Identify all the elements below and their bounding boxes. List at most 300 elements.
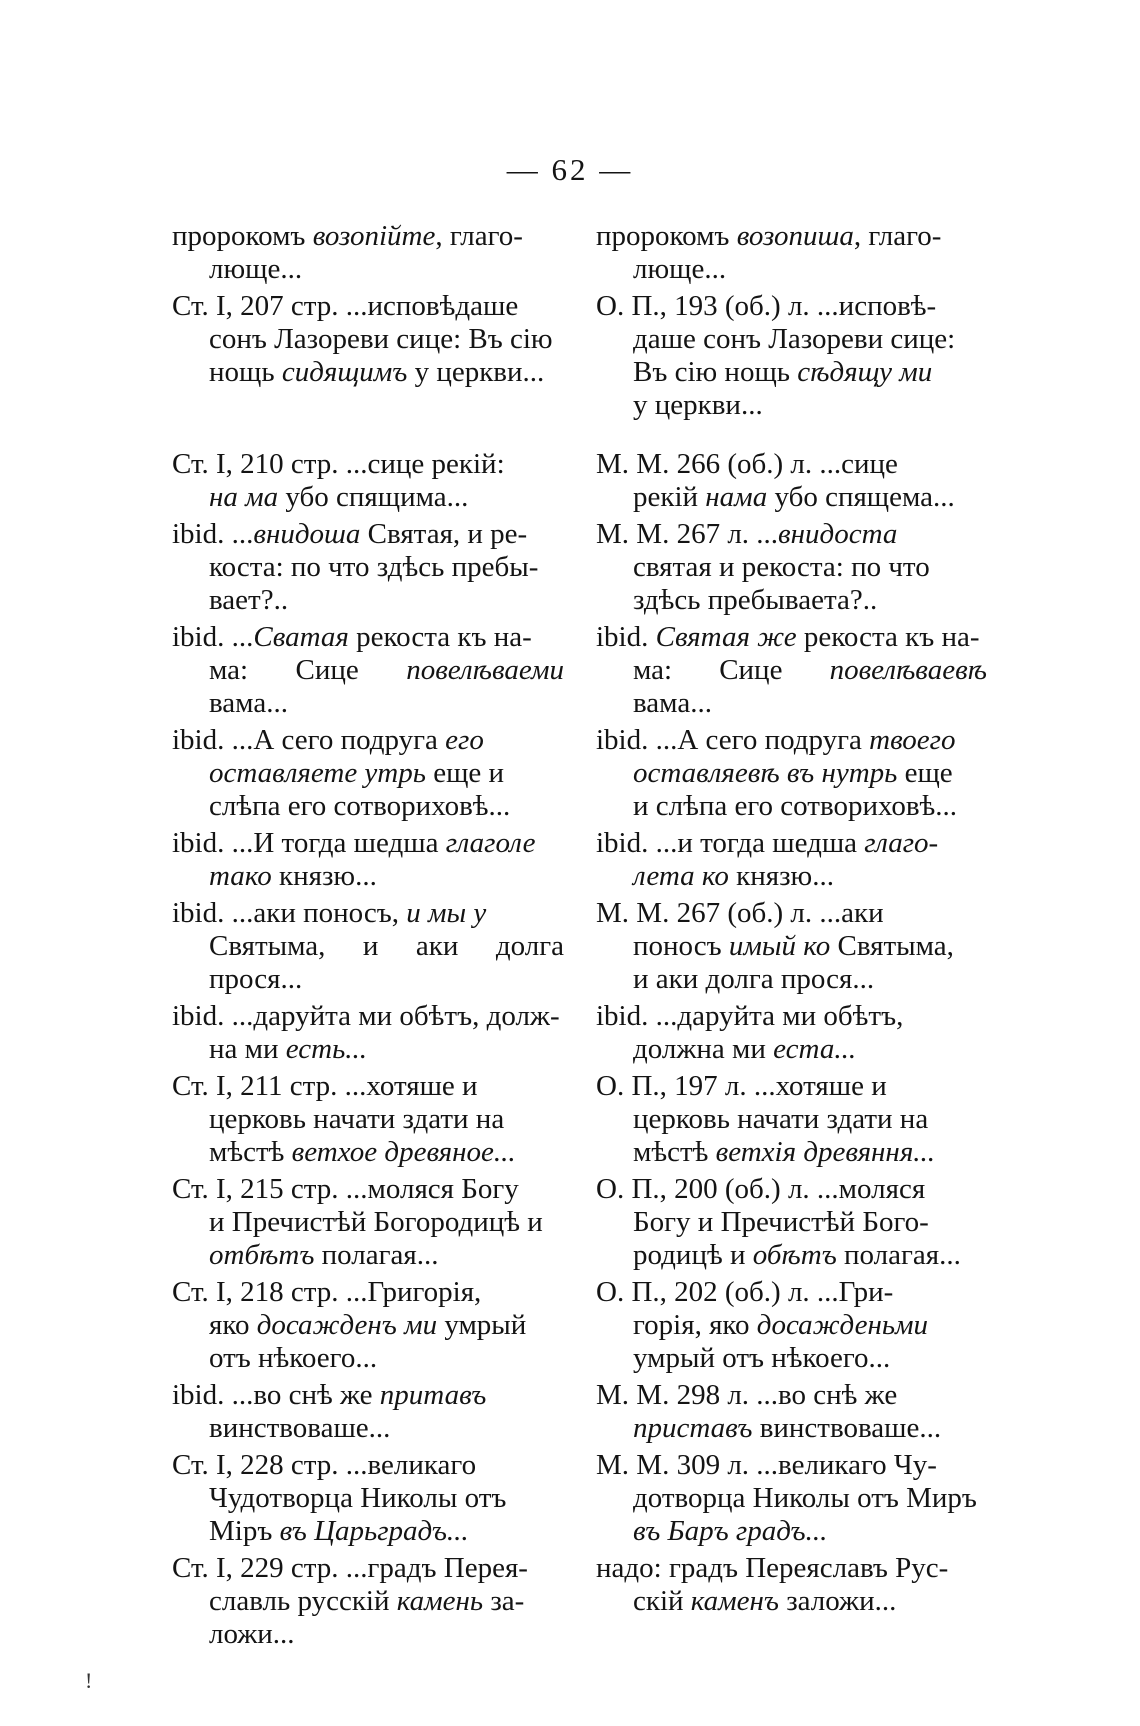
entry-line: [172, 757, 564, 790]
text-segment: вама...: [209, 687, 288, 719]
entry-text: [172, 1449, 564, 1548]
entry-text: [596, 724, 987, 823]
entry-text: [172, 897, 564, 996]
right-column-entry: [596, 1070, 987, 1173]
entry-line: [596, 1342, 987, 1375]
entry-text: [172, 827, 564, 893]
text-segment: убо спящема...: [767, 481, 955, 513]
text-segment: люще...: [209, 253, 303, 285]
italic-variant: твоего: [869, 724, 956, 756]
left-column-entry: [172, 1379, 564, 1449]
text-segment: О. П., 202 (об.) л. ...Гри-: [596, 1276, 894, 1308]
spacer-cell: [564, 426, 596, 448]
text-segment: ibid. ...: [172, 621, 254, 653]
table-row: [172, 621, 987, 724]
text-segment: коста: по что здѣсь пребы-: [209, 551, 539, 583]
text-segment: М. М. 309 л. ...великаго Чу-: [596, 1449, 937, 1481]
text-segment: у церкви...: [633, 389, 763, 421]
italic-variant: оставляевѣ въ нутрь: [633, 757, 898, 789]
text-segment: церковь начати здати на: [633, 1103, 929, 1135]
entry-text: [172, 1276, 564, 1375]
page-number: — 62 —: [506, 152, 634, 187]
table-row: [172, 1276, 987, 1379]
text-segment: даше сонъ Лазореви сице:: [633, 323, 956, 355]
text-segment: Ст. I, 210 стр. ...сице рекій:: [172, 448, 505, 480]
column-gap: [564, 1173, 596, 1276]
text-segment: рекоста къ на-: [348, 621, 532, 653]
entry-line: [596, 448, 987, 481]
entry-line: [596, 253, 987, 286]
entry-line: [596, 220, 987, 253]
column-gap: [564, 1070, 596, 1173]
text-segment: О. П., 193 (об.) л. ...исповѣ-: [596, 290, 937, 322]
entry-line: [596, 290, 987, 323]
text-segment: ibid.: [596, 621, 656, 653]
text-segment: ibid. ...А сего подруга: [596, 724, 870, 756]
italic-variant: лета ко: [633, 860, 729, 892]
italic-variant: внидоша: [253, 518, 361, 550]
table-row: [172, 290, 987, 426]
margin-mark: !: [85, 1668, 93, 1693]
text-segment: вает?..: [209, 584, 289, 616]
text-segment: умрый: [437, 1309, 527, 1341]
text-segment: князю...: [728, 860, 834, 892]
entry-line: [596, 654, 987, 720]
column-gap: [564, 1000, 596, 1070]
text-segment: ibid. ...и тогда шедша: [596, 827, 865, 859]
entry-line: [172, 1136, 564, 1169]
column-gap: [564, 220, 596, 290]
column-gap: [564, 897, 596, 1000]
right-column-entry: [596, 220, 987, 290]
left-column-entry: [172, 897, 564, 1000]
table-row: [172, 220, 987, 290]
entry-text: [172, 220, 564, 286]
left-column-entry: [172, 448, 564, 518]
text-segment: О. П., 197 л. ...хотяше и: [596, 1070, 887, 1102]
italic-variant: приставъ: [633, 1412, 753, 1444]
italic-variant: повелѣваевѣ: [829, 654, 987, 686]
left-column-entry: [172, 518, 564, 621]
text-segment: должна ми: [633, 1033, 774, 1065]
column-gap: [564, 518, 596, 621]
entry-line: [172, 654, 564, 720]
entry-line: [172, 481, 564, 514]
entry-line: [172, 551, 564, 584]
italic-variant: имый ко: [728, 930, 831, 962]
entry-line: [172, 1000, 564, 1033]
column-gap: [564, 290, 596, 426]
left-column-entry: [172, 290, 564, 426]
table-row: [172, 1173, 987, 1276]
text-segment: пророкомъ: [596, 220, 737, 252]
text-segment: ibid. ...аки поносъ,: [172, 897, 407, 929]
spacer-cell: [172, 426, 564, 448]
left-column-entry: [172, 1552, 564, 1655]
entry-text: [172, 1000, 564, 1066]
entry-line: [172, 518, 564, 551]
entry-line: [172, 1309, 564, 1342]
text-segment: Богу и Пречистѣй Бого-: [633, 1206, 929, 1238]
italic-variant: на ма: [209, 481, 279, 513]
text-segment: Чудотворца Николы отъ: [209, 1482, 507, 1514]
text-segment: дотворца Николы отъ Миръ: [633, 1482, 977, 1514]
entry-line: [172, 1070, 564, 1103]
table-row: [172, 1379, 987, 1449]
italic-variant: возопійте: [312, 220, 436, 252]
text-segment: М. М. 267 л. ...: [596, 518, 779, 550]
text-segment: родицѣ и: [633, 1239, 753, 1271]
entry-line: [172, 1239, 564, 1272]
left-column-entry: [172, 220, 564, 290]
right-column-entry: [596, 448, 987, 518]
text-segment: Святыма,: [830, 930, 954, 962]
right-column-entry: [596, 724, 987, 827]
entry-line: [596, 1173, 987, 1206]
text-segment: убо спящима...: [278, 481, 469, 513]
table-row: [172, 1449, 987, 1552]
text-segment: вама...: [633, 687, 712, 719]
italic-variant: сидящимъ: [281, 356, 408, 388]
entry-line: [596, 724, 987, 757]
entry-line: [172, 323, 564, 356]
entry-line: [596, 1103, 987, 1136]
entry-line: [172, 448, 564, 481]
entry-line: [596, 790, 987, 823]
text-segment: полагая...: [836, 1239, 961, 1271]
left-column-entry: [172, 1276, 564, 1379]
entry-line: [596, 518, 987, 551]
entry-line: [172, 1276, 564, 1309]
entry-text: [596, 1070, 987, 1169]
entry-text: [596, 621, 987, 720]
text-segment: ibid. ...даруйта ми обѣтъ,: [596, 1000, 904, 1032]
right-column-entry: [596, 621, 987, 724]
text-segment: церковь начати здати на: [209, 1103, 505, 1135]
column-gap: [564, 1552, 596, 1655]
italic-variant: досажденъ ми: [256, 1309, 438, 1341]
entry-line: [596, 356, 987, 389]
entry-text: [172, 1379, 564, 1445]
text-segment: яко: [209, 1309, 257, 1341]
text-segment: М. М. 267 (об.) л. ...аки: [596, 897, 884, 929]
italic-variant: есть...: [285, 1033, 368, 1065]
text-segment: ibid. ...: [172, 518, 254, 550]
text-segment: ibid. ...А сего подруга: [172, 724, 446, 756]
entry-line: [172, 1552, 564, 1585]
entry-line: [172, 1342, 564, 1375]
italic-variant: возопиша: [736, 220, 854, 252]
entry-text: [172, 518, 564, 617]
text-segment: у церкви...: [407, 356, 545, 388]
entry-text: [172, 1552, 564, 1651]
entry-line: [172, 897, 564, 930]
entry-text: [596, 1000, 987, 1066]
text-segment: Ст. I, 218 стр. ...Григорія,: [172, 1276, 482, 1308]
italic-variant: въ Царьградъ...: [279, 1515, 469, 1547]
text-segment: еще и: [425, 757, 505, 789]
entry-line: [172, 1449, 564, 1482]
text-segment: винствоваше...: [752, 1412, 942, 1444]
entry-text: [172, 290, 564, 389]
italic-variant: досажденьми: [756, 1309, 929, 1341]
text-segment: сонъ Лазореви сице: Въ сію: [209, 323, 553, 355]
italic-variant: оставляете утрь: [209, 757, 426, 789]
entry-line: [596, 1515, 987, 1548]
left-column-entry: [172, 724, 564, 827]
entry-line: [596, 389, 987, 422]
left-column-entry: [172, 621, 564, 724]
entry-line: [596, 827, 987, 860]
comparison-table: [172, 220, 987, 1655]
text-segment: еще: [897, 757, 953, 789]
text-segment: Въ сію нощь: [633, 356, 798, 388]
entry-text: [596, 1276, 987, 1375]
entry-line: [172, 724, 564, 757]
entry-line: [596, 897, 987, 930]
text-segment: и Пречистѣй Богородицѣ и: [209, 1206, 543, 1238]
text-segment: ibid. ...даруйта ми обѣтъ, долж-: [172, 1000, 560, 1032]
comparison-rows: [172, 220, 987, 1655]
table-row: [172, 827, 987, 897]
italic-variant: притавъ: [379, 1379, 487, 1411]
entry-text: [596, 827, 987, 893]
right-column-entry: [596, 1173, 987, 1276]
entry-line: [172, 253, 564, 286]
text-segment: , глаго-: [853, 220, 942, 252]
text-segment: ма: Сице: [209, 654, 407, 686]
italic-variant: ветхое древяное...: [291, 1136, 516, 1168]
text-segment: горія, яко: [633, 1309, 757, 1341]
entry-line: [172, 290, 564, 323]
entry-line: [596, 1309, 987, 1342]
table-row: [172, 1070, 987, 1173]
entry-line: [596, 860, 987, 893]
italic-variant: камень: [396, 1585, 484, 1617]
entry-line: [596, 584, 987, 617]
column-gap: [564, 827, 596, 897]
entry-line: [596, 1136, 987, 1169]
entry-line: [596, 323, 987, 356]
text-segment: полагая...: [314, 1239, 439, 1271]
entry-line: [596, 963, 987, 996]
left-column-entry: [172, 1449, 564, 1552]
entry-line: [172, 1412, 564, 1445]
italic-variant: внидоста: [778, 518, 898, 550]
text-segment: Ст. I, 215 стр. ...моляся Богу: [172, 1173, 519, 1205]
row-spacer: [172, 426, 987, 448]
italic-variant: нама: [705, 481, 768, 513]
entry-line: [172, 1482, 564, 1515]
text-segment: рекоста къ на-: [796, 621, 980, 653]
entry-line: [172, 584, 564, 617]
entry-line: [596, 1239, 987, 1272]
text-segment: О. П., 200 (об.) л. ...моляся: [596, 1173, 926, 1205]
entry-line: [172, 827, 564, 860]
entry-text: [172, 1070, 564, 1169]
right-column-entry: [596, 827, 987, 897]
left-column-entry: [172, 827, 564, 897]
text-segment: святая и рекоста: по что: [633, 551, 930, 583]
entry-line: [172, 1103, 564, 1136]
text-segment: , глаго-: [435, 220, 523, 252]
italic-variant: обѣтъ: [752, 1239, 837, 1271]
text-segment: князю...: [271, 860, 377, 892]
text-segment: славль русскій: [209, 1585, 397, 1617]
column-gap: [564, 1449, 596, 1552]
right-column-entry: [596, 1000, 987, 1070]
italic-variant: въ Баръ градъ...: [633, 1515, 828, 1547]
italic-variant: его: [445, 724, 484, 756]
entry-text: [596, 1173, 987, 1272]
entry-line: [172, 1173, 564, 1206]
right-column-entry: [596, 1552, 987, 1655]
text-segment: Ст. I, 207 стр. ...исповѣдаше: [172, 290, 519, 322]
table-row: [172, 518, 987, 621]
entry-text: [596, 897, 987, 996]
entry-line: [596, 1482, 987, 1515]
entry-line: [596, 1412, 987, 1445]
entry-line: [172, 1206, 564, 1239]
text-segment: Ст. I, 228 стр. ...великаго: [172, 1449, 477, 1481]
text-segment: Ст. I, 211 стр. ...хотяше и: [172, 1070, 478, 1102]
entry-line: [596, 1276, 987, 1309]
entry-text: [596, 1552, 987, 1618]
entry-line: [172, 220, 564, 253]
italic-variant: и мы у: [406, 897, 487, 929]
italic-variant: глаго-: [864, 827, 939, 859]
table-row: [172, 1000, 987, 1070]
left-column-entry: [172, 1173, 564, 1276]
text-segment: скій: [633, 1585, 691, 1617]
text-segment: люще...: [633, 253, 727, 285]
text-segment: нощь: [209, 356, 282, 388]
entry-line: [596, 621, 987, 654]
entry-line: [172, 1379, 564, 1412]
entry-line: [596, 1070, 987, 1103]
entry-text: [596, 290, 987, 422]
table-row: [172, 448, 987, 518]
entry-line: [596, 481, 987, 514]
text-segment: поносъ: [633, 930, 729, 962]
entry-text: [596, 518, 987, 617]
entry-line: [596, 1000, 987, 1033]
italic-variant: тако: [209, 860, 272, 892]
text-segment: заложи...: [778, 1585, 897, 1617]
italic-variant: глаголе: [445, 827, 536, 859]
text-segment: М. М. 298 л. ...во снѣ же: [596, 1379, 898, 1411]
right-column-entry: [596, 897, 987, 1000]
entry-line: [596, 1379, 987, 1412]
italic-variant: Сватая: [253, 621, 349, 653]
entry-text: [596, 1449, 987, 1548]
left-column-entry: [172, 1070, 564, 1173]
entry-line: [172, 621, 564, 654]
right-column-entry: [596, 518, 987, 621]
italic-variant: Святая же: [655, 621, 797, 653]
text-segment: ложи...: [209, 1618, 295, 1650]
right-column-entry: [596, 1449, 987, 1552]
entry-text: [172, 724, 564, 823]
entry-line: [596, 1206, 987, 1239]
entry-line: [172, 790, 564, 823]
entry-text: [172, 1173, 564, 1272]
italic-variant: каменъ: [690, 1585, 779, 1617]
text-segment: надо: градъ Переяславъ Рус-: [596, 1552, 949, 1584]
text-segment: Святая, и ре-: [360, 518, 528, 550]
right-column-entry: [596, 290, 987, 426]
text-segment: пророкомъ: [172, 220, 313, 252]
entry-line: [596, 1449, 987, 1482]
text-segment: ibid. ...во снѣ же: [172, 1379, 380, 1411]
entry-text: [172, 621, 564, 720]
text-segment: отъ нѣкоего...: [209, 1342, 378, 1374]
text-segment: за-: [483, 1585, 525, 1617]
entry-line: [596, 930, 987, 963]
text-segment: М. М. 266 (об.) л. ...сице: [596, 448, 898, 480]
text-segment: и слѣпа его сотвориховѣ...: [633, 790, 958, 822]
text-segment: умрый отъ нѣкоего...: [633, 1342, 891, 1374]
italic-variant: еста...: [773, 1033, 857, 1065]
table-row: [172, 724, 987, 827]
text-segment: мѣстѣ: [633, 1136, 716, 1168]
text-segment: здѣсь пребываета?..: [633, 584, 878, 616]
right-column-entry: [596, 1276, 987, 1379]
entry-text: [596, 448, 987, 514]
entry-line: [596, 1552, 987, 1585]
entry-text: [172, 448, 564, 514]
spacer-cell: [596, 426, 987, 448]
table-row: [172, 897, 987, 1000]
text-segment: Святыма, и аки долга прося...: [209, 930, 564, 995]
italic-variant: сѣдящу ми: [797, 356, 933, 388]
column-gap: [564, 621, 596, 724]
italic-variant: ветхія древяння...: [715, 1136, 936, 1168]
text-segment: мѣстѣ: [209, 1136, 292, 1168]
entry-line: [172, 1585, 564, 1618]
entry-line: [596, 1033, 987, 1066]
right-column-entry: [596, 1379, 987, 1449]
entry-text: [596, 220, 987, 286]
entry-line: [596, 757, 987, 790]
column-gap: [564, 1379, 596, 1449]
entry-line: [172, 356, 564, 389]
column-gap: [564, 724, 596, 827]
table-row: [172, 1552, 987, 1655]
entry-line: [172, 930, 564, 996]
entry-line: [172, 1033, 564, 1066]
entry-line: [172, 1618, 564, 1651]
italic-variant: отбѣтъ: [209, 1239, 315, 1271]
text-segment: ма: Сице: [633, 654, 830, 686]
text-segment: слѣпа его сотвориховѣ...: [209, 790, 511, 822]
text-segment: винствоваше...: [209, 1412, 391, 1444]
entry-line: [596, 1585, 987, 1618]
text-segment: на ми: [209, 1033, 286, 1065]
left-column-entry: [172, 1000, 564, 1070]
italic-variant: повелѣваеми: [406, 654, 564, 686]
entry-line: [596, 551, 987, 584]
text-segment: рекій: [633, 481, 706, 513]
entry-line: [172, 1515, 564, 1548]
entry-line: [172, 860, 564, 893]
column-gap: [564, 448, 596, 518]
entry-text: [596, 1379, 987, 1445]
text-segment: и аки долга прося...: [633, 963, 875, 995]
text-segment: Міръ: [209, 1515, 280, 1547]
text-segment: Ст. I, 229 стр. ...градъ Перея-: [172, 1552, 528, 1584]
column-gap: [564, 1276, 596, 1379]
